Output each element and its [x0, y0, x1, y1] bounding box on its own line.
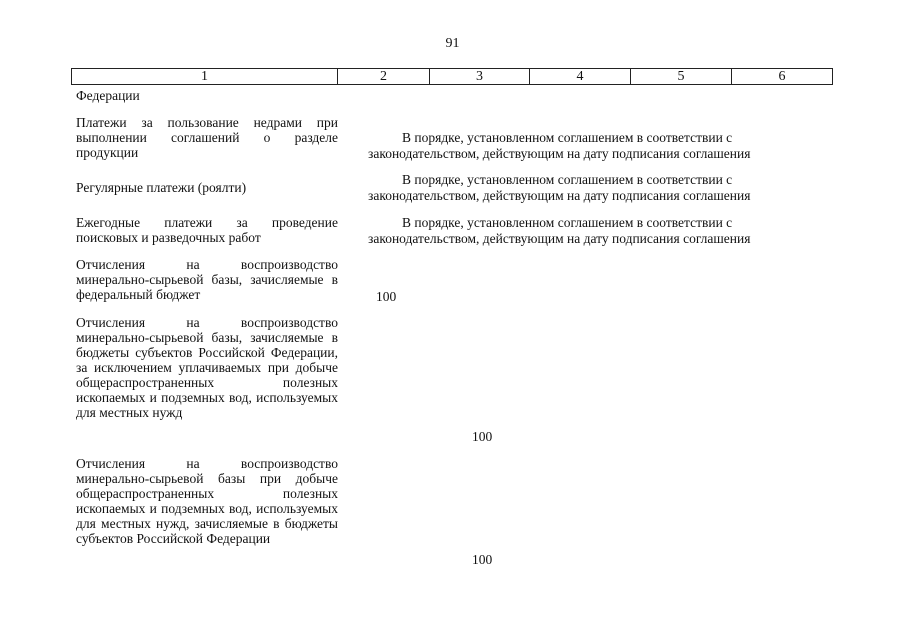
row-note-psa-payments [368, 130, 808, 162]
row-value-col3: 100 [472, 429, 493, 444]
column-header-3: 3 [430, 69, 530, 85]
column-header-5: 5 [631, 69, 732, 85]
note-line-2: законодательством, действующим на дату подписания соглашения [368, 231, 751, 246]
row-note-annual-payments [368, 215, 808, 247]
note-line-2: законодательством, действующим на дату подписания соглашения [368, 146, 751, 161]
note-line-1: В порядке, установленном соглашением в соответствии с [402, 172, 733, 187]
row-label-federatsii: Федерации [76, 88, 140, 103]
row-value-col2: 100 [376, 289, 397, 304]
column-header-1: 1 [72, 69, 338, 85]
row-label-common-minerals: Отчисления на воспроизводство минерально-сырьевой базы при добыче общераспространенных полезных ископаемых и подземных вод, используемых для местных нужд, зачисляемые в бюджеты субъектов Российской Федерации [76, 456, 338, 546]
column-header-2: 2 [338, 69, 430, 85]
row-label-psa-payments: Платежи за пользование недрами при выполнении соглашений о разделе продукции [76, 115, 338, 160]
note-line-1: В порядке, установленном соглашением в соответствии с [402, 130, 733, 145]
column-header-6: 6 [732, 69, 833, 85]
column-header-row [71, 68, 833, 85]
row-label-royalty: Регулярные платежи (роялти) [76, 180, 247, 195]
note-line-1: В порядке, установленном соглашением в соответствии с [402, 215, 733, 230]
note-line-2: законодательством, действующим на дату подписания соглашения [368, 188, 751, 203]
row-value-col3: 100 [472, 552, 493, 567]
row-note-royalty [368, 172, 808, 204]
row-label-federal-budget: Отчисления на воспроизводство минерально-сырьевой базы, зачисляемые в федеральный бюджет [76, 257, 338, 302]
page-number: 91 [445, 36, 460, 51]
column-header-4: 4 [530, 69, 631, 85]
row-label-regional-budgets: Отчисления на воспроизводство минерально-сырьевой базы, зачисляемые в бюджеты субъектов Российской Федерации, за исключением уплачиваемых при добыче общераспространенных полезных ископаемых и подземных вод, используемых для местных нужд [76, 315, 338, 420]
row-label-annual-payments: Ежегодные платежи за проведение поисковых и разведочных работ [76, 215, 338, 245]
